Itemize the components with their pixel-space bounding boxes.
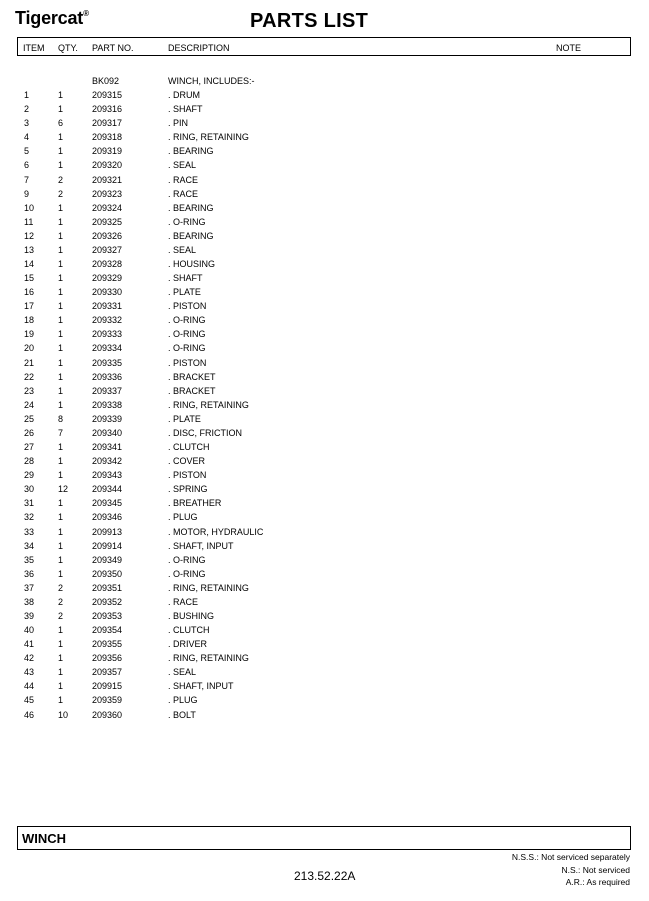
part-number: 209351 [92, 582, 123, 593]
description: . PLUG [168, 512, 198, 523]
item-number: 21 [24, 357, 35, 368]
quantity: 1 [58, 216, 64, 227]
table-row [0, 653, 649, 667]
column-header-item: ITEM [23, 43, 45, 53]
quantity: 1 [58, 146, 64, 157]
part-number: 209355 [92, 639, 123, 650]
item-number: 1 [24, 90, 30, 101]
quantity: 1 [58, 526, 64, 537]
part-number: 209315 [92, 90, 123, 101]
description: . DRIVER [168, 639, 208, 650]
part-number: 209325 [92, 216, 123, 227]
table-row [0, 245, 649, 259]
item-number: 19 [24, 329, 35, 340]
item-number: 6 [24, 160, 30, 171]
part-number: 209344 [92, 484, 123, 495]
quantity: 1 [58, 160, 64, 171]
table-row [0, 428, 649, 442]
part-number: 209340 [92, 427, 123, 438]
item-number: 37 [24, 582, 35, 593]
description: . SHAFT, INPUT [168, 681, 234, 692]
part-number: 209333 [92, 329, 123, 340]
quantity: 1 [58, 259, 64, 270]
description: . O-RING [168, 329, 206, 340]
item-number: 11 [24, 216, 34, 227]
quantity: 1 [58, 90, 64, 101]
quantity: 1 [58, 456, 64, 467]
description: . DISC, FRICTION [168, 427, 242, 438]
table-row [0, 527, 649, 541]
quantity: 1 [58, 639, 64, 650]
table-row [0, 667, 649, 681]
description: . SEAL [168, 244, 197, 255]
part-number: 209317 [92, 118, 123, 129]
quantity: 1 [58, 512, 64, 523]
description: . CLUTCH [168, 625, 210, 636]
quantity: 1 [58, 132, 64, 143]
quantity: 2 [58, 174, 64, 185]
group-row [0, 76, 649, 90]
part-number: 209353 [92, 610, 123, 621]
section-title: WINCH [22, 831, 67, 846]
description: . RING, RETAINING [168, 399, 249, 410]
part-number: 209326 [92, 230, 123, 241]
item-number: 44 [24, 681, 35, 692]
item-number: 38 [24, 596, 35, 607]
part-number: 209356 [92, 653, 123, 664]
item-number: 13 [24, 244, 35, 255]
quantity: 1 [58, 273, 64, 284]
table-row [0, 639, 649, 653]
quantity: 1 [58, 104, 64, 115]
quantity: 1 [58, 230, 64, 241]
part-number: 209339 [92, 413, 123, 424]
description: . SHAFT [168, 273, 203, 284]
quantity: 1 [58, 442, 64, 453]
table-row [0, 90, 649, 104]
table-row [0, 625, 649, 639]
description: . SHAFT, INPUT [168, 540, 234, 551]
table-row [0, 132, 649, 146]
description: . RING, RETAINING [168, 132, 249, 143]
part-number: 209330 [92, 287, 123, 298]
table-row [0, 203, 649, 217]
description: . BUSHING [168, 610, 215, 621]
item-number: 33 [24, 526, 35, 537]
item-number: 30 [24, 484, 35, 495]
item-number: 2 [24, 104, 30, 115]
section-footer-box [17, 826, 631, 850]
item-number: 28 [24, 456, 35, 467]
quantity: 1 [58, 540, 64, 551]
description: . BEARING [168, 146, 214, 157]
quantity: 1 [58, 202, 64, 213]
quantity: 1 [58, 568, 64, 579]
item-number: 22 [24, 371, 35, 382]
description: . SHAFT [168, 104, 203, 115]
description: . O-RING [168, 315, 206, 326]
brand-logo [15, 8, 89, 29]
part-number: 209323 [92, 188, 123, 199]
column-header-note: NOTE [556, 43, 582, 53]
description: . BEARING [168, 230, 214, 241]
description: . PISTON [168, 470, 207, 481]
part-number: 209349 [92, 554, 123, 565]
document-number: 213.52.22A [294, 869, 356, 883]
table-row [0, 442, 649, 456]
column-header-description: DESCRIPTION [168, 43, 230, 53]
quantity: 1 [58, 315, 64, 326]
description: . BREATHER [168, 498, 222, 509]
part-number: 209342 [92, 456, 123, 467]
quantity: 1 [58, 357, 64, 368]
part-number: 209346 [92, 512, 123, 523]
table-row [0, 287, 649, 301]
item-number: 3 [24, 118, 30, 129]
part-number: 209352 [92, 596, 123, 607]
table-row [0, 597, 649, 611]
table-row [0, 484, 649, 498]
note-ar: A.R.: As required [565, 877, 630, 887]
table-row [0, 217, 649, 231]
part-number: 209316 [92, 104, 123, 115]
item-number: 14 [24, 259, 35, 270]
item-number: 41 [24, 639, 35, 650]
description: . O-RING [168, 554, 206, 565]
description: . BOLT [168, 709, 196, 720]
table-row [0, 456, 649, 470]
part-number: 209914 [92, 540, 123, 551]
item-number: 18 [24, 315, 35, 326]
item-number: 36 [24, 568, 35, 579]
table-header [17, 37, 631, 56]
brand-name: Tigercat [15, 8, 84, 28]
item-number: 15 [24, 273, 35, 284]
item-number: 5 [24, 146, 30, 157]
part-number: 209320 [92, 160, 123, 171]
part-number: 209324 [92, 202, 123, 213]
column-header-part: PART NO. [92, 43, 134, 53]
quantity: 7 [58, 427, 64, 438]
table-row [0, 400, 649, 414]
item-number: 24 [24, 399, 35, 410]
table-row [0, 358, 649, 372]
table-row [0, 175, 649, 189]
quantity: 1 [58, 399, 64, 410]
part-number: 209319 [92, 146, 123, 157]
description: . MOTOR, HYDRAULIC [168, 526, 264, 537]
table-row [0, 710, 649, 724]
description: . SEAL [168, 667, 197, 678]
description: . RACE [168, 188, 199, 199]
parts-table-body [0, 76, 649, 724]
table-row [0, 555, 649, 569]
quantity: 1 [58, 301, 64, 312]
item-number: 43 [24, 667, 35, 678]
description: . RACE [168, 174, 199, 185]
part-number: 209329 [92, 273, 123, 284]
part-number: 209360 [92, 709, 123, 720]
item-number: 27 [24, 442, 35, 453]
item-number: 40 [24, 625, 35, 636]
item-number: 39 [24, 610, 35, 621]
table-row [0, 273, 649, 287]
item-number: 4 [24, 132, 30, 143]
table-row [0, 414, 649, 428]
table-row [0, 611, 649, 625]
quantity: 1 [58, 667, 64, 678]
description: . PISTON [168, 357, 207, 368]
part-number: 209321 [92, 174, 123, 185]
item-number: 46 [24, 709, 35, 720]
part-number: 209345 [92, 498, 123, 509]
description: . CLUTCH [168, 442, 210, 453]
item-number: 42 [24, 653, 35, 664]
part-number: 209359 [92, 695, 123, 706]
quantity: 1 [58, 287, 64, 298]
description: . O-RING [168, 343, 206, 354]
item-number: 10 [24, 202, 35, 213]
item-number: 12 [24, 230, 35, 241]
quantity: 1 [58, 681, 64, 692]
part-number: 209327 [92, 244, 123, 255]
part-number: 209332 [92, 315, 123, 326]
note-nss: N.S.S.: Not serviced separately [511, 852, 630, 862]
description: . DRUM [168, 90, 200, 101]
description: . HOUSING [168, 259, 216, 270]
part-number: 209350 [92, 568, 123, 579]
item-number: 9 [24, 188, 30, 199]
quantity: 1 [58, 695, 64, 706]
table-row [0, 301, 649, 315]
quantity: 2 [58, 610, 64, 621]
table-row [0, 681, 649, 695]
description: . O-RING [168, 216, 206, 227]
description: . BEARING [168, 202, 214, 213]
quantity: 1 [58, 554, 64, 565]
table-row [0, 146, 649, 160]
table-row [0, 498, 649, 512]
item-number: 7 [24, 174, 30, 185]
quantity: 1 [58, 329, 64, 340]
item-number: 45 [24, 695, 35, 706]
part-number: 209354 [92, 625, 123, 636]
item-number: 17 [24, 301, 35, 312]
quantity: 8 [58, 413, 64, 424]
table-row [0, 231, 649, 245]
part-number: 209334 [92, 343, 123, 354]
table-row [0, 470, 649, 484]
table-row [0, 189, 649, 203]
part-number: 209328 [92, 259, 123, 270]
table-row [0, 569, 649, 583]
description: . PLATE [168, 287, 201, 298]
part-number: 209357 [92, 667, 123, 678]
quantity: 1 [58, 470, 64, 481]
group-part-number: BK092 [92, 76, 120, 86]
part-number: 209343 [92, 470, 123, 481]
table-row [0, 541, 649, 555]
description: . SEAL [168, 160, 197, 171]
item-number: 16 [24, 287, 35, 298]
description: . SPRING [168, 484, 208, 495]
item-number: 20 [24, 343, 35, 354]
part-number: 209341 [92, 442, 123, 453]
item-number: 34 [24, 540, 35, 551]
item-number: 25 [24, 413, 35, 424]
table-row [0, 160, 649, 174]
quantity: 6 [58, 118, 64, 129]
part-number: 209331 [92, 301, 123, 312]
quantity: 2 [58, 582, 64, 593]
page-title: PARTS LIST [250, 10, 369, 32]
table-row [0, 315, 649, 329]
description: . PIN [168, 118, 189, 129]
quantity: 1 [58, 244, 64, 255]
part-number: 209336 [92, 371, 123, 382]
quantity: 1 [58, 385, 64, 396]
table-row [0, 259, 649, 273]
table-row [0, 512, 649, 526]
description: . PLATE [168, 413, 201, 424]
item-number: 32 [24, 512, 35, 523]
part-number: 209318 [92, 132, 123, 143]
item-number: 31 [24, 498, 35, 509]
description: . BRACKET [168, 371, 216, 382]
item-number: 23 [24, 385, 35, 396]
quantity: 1 [58, 653, 64, 664]
table-row [0, 372, 649, 386]
note-ns: N.S.: Not serviced [561, 864, 630, 875]
part-number: 209915 [92, 681, 123, 692]
group-description: WINCH, INCLUDES:- [168, 76, 255, 86]
quantity: 1 [58, 343, 64, 354]
description: . RACE [168, 596, 199, 607]
quantity: 1 [58, 498, 64, 509]
description: . PLUG [168, 695, 198, 706]
table-row [0, 343, 649, 357]
quantity: 10 [58, 709, 69, 720]
table-row [0, 695, 649, 709]
description: . RING, RETAINING [168, 653, 249, 664]
part-number: 209338 [92, 399, 123, 410]
part-number: 209337 [92, 385, 123, 396]
item-number: 26 [24, 427, 35, 438]
table-row [0, 104, 649, 118]
part-number: 209913 [92, 526, 123, 537]
quantity: 12 [58, 484, 69, 495]
quantity: 1 [58, 371, 64, 382]
description: . BRACKET [168, 385, 216, 396]
quantity: 2 [58, 188, 64, 199]
column-header-qty: QTY. [58, 43, 78, 53]
description: . COVER [168, 456, 206, 467]
table-row [0, 583, 649, 597]
registered-mark: ® [83, 9, 89, 18]
table-row [0, 329, 649, 343]
description: . RING, RETAINING [168, 582, 249, 593]
abbreviation-notes [512, 851, 630, 889]
quantity: 2 [58, 596, 64, 607]
description: . PISTON [168, 301, 207, 312]
item-number: 35 [24, 554, 35, 565]
quantity: 1 [58, 625, 64, 636]
part-number: 209335 [92, 357, 123, 368]
table-row [0, 118, 649, 132]
item-number: 29 [24, 470, 35, 481]
table-row [0, 386, 649, 400]
description: . O-RING [168, 568, 206, 579]
